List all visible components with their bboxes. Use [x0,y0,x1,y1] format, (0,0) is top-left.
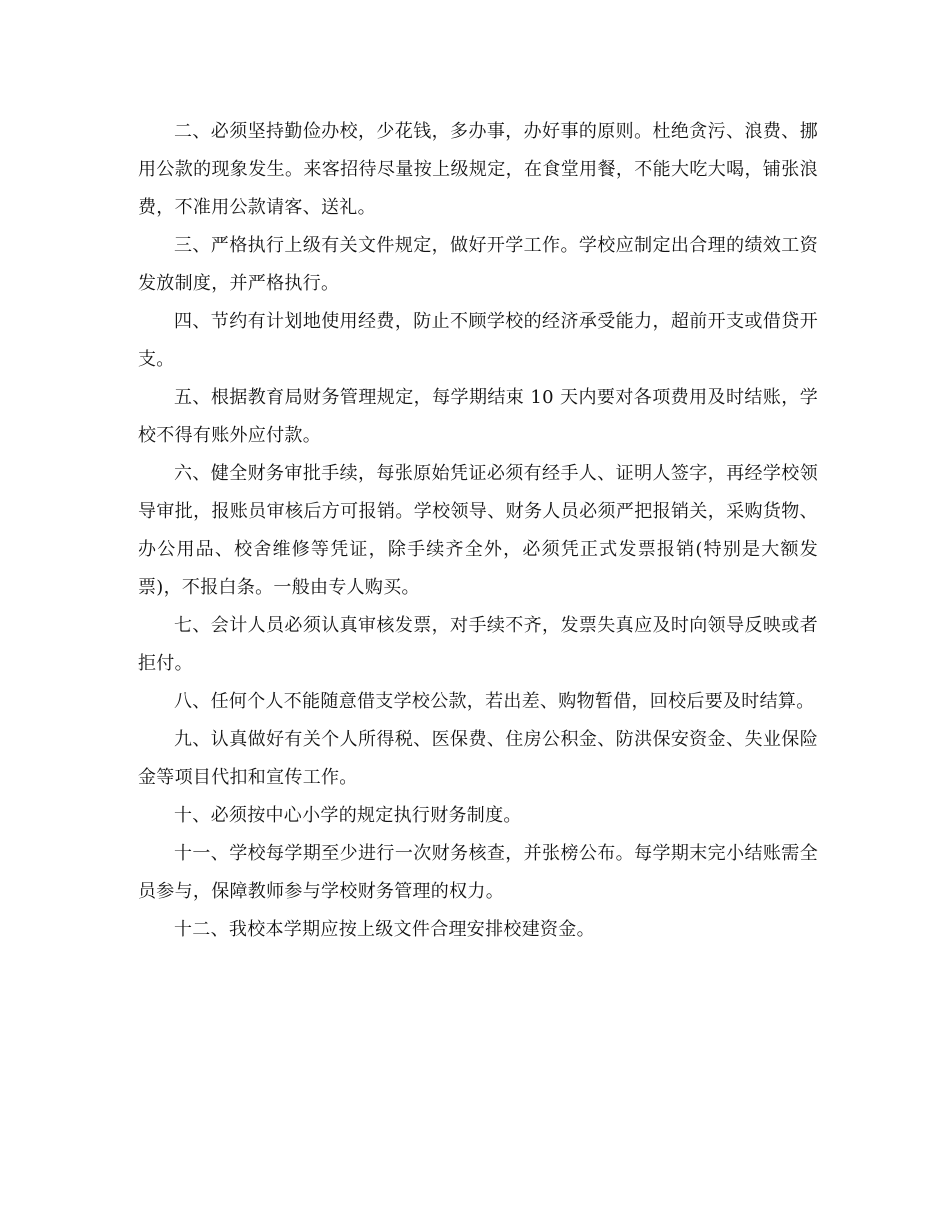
paragraph-9: 九、认真做好有关个人所得税、医保费、住房公积金、防洪保安资金、失业保险金等项目代扣和宣传工作。 [138,729,818,788]
paragraph-2: 二、必须坚持勤俭办校，少花钱，多办事，办好事的原则。杜绝贪污、浪费、挪用公款的现象发生。来客招待尽量按上级规定，在食堂用餐，不能大吃大喝，铺张浪费，不准用公款请客、送礼。 [138,121,818,218]
paragraph-8: 八、任何个人不能随意借支学校公款，若出差、购物暂借，回校后要及时结算。 [174,691,815,712]
paragraph-3: 三、严格执行上级有关文件规定，做好开学工作。学校应制定出合理的绩效工资发放制度，并严格执行。 [138,235,818,294]
paragraph-12: 十二、我校本学期应按上级文件合理安排校建资金。 [174,919,595,940]
paragraph-10: 十、必须按中心小学的规定执行财务制度。 [174,805,522,826]
paragraph-11: 十一、学校每学期至少进行一次财务核查，并张榜公布。每学期末完小结账需全员参与，保障教师参与学校财务管理的权力。 [138,843,818,902]
paragraph-4: 四、节约有计划地使用经费，防止不顾学校的经济承受能力，超前开支或借贷开支。 [138,311,818,370]
paragraph-7: 七、会计人员必须认真审核发票，对手续不齐，发票失真应及时向领导反映或者拒付。 [138,615,818,674]
paragraph-5: 五、根据教育局财务管理规定，每学期结束 10 天内要对各项费用及时结账，学校不得有账外应付款。 [138,387,818,446]
paragraph-6: 六、健全财务审批手续，每张原始凭证必须有经手人、证明人签字，再经学校领导审批，报账员审核后方可报销。学校领导、财务人员必须严把报销关，采购货物、办公用品、校舍维修等凭证，除手续齐全外，必须凭正式发票报销(特别是大额发票)，不报白条。一般由专人购买。 [138,463,818,598]
document-body [138,113,818,949]
